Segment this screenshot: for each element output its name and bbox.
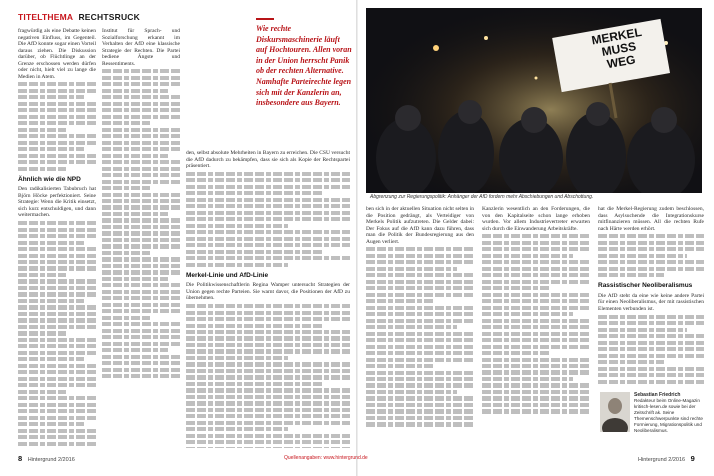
column-6-heading: Rassistischer Neoliberalismus xyxy=(598,282,693,290)
pull-quote xyxy=(256,24,352,142)
article-column-6 xyxy=(598,206,704,390)
column-5-body: Kanzlerin wesentlich an den Forderungen, die von den Kapitalseite schon lange erhoben wurden. Vor allem Industrievertreter erwarten sich durch die Einwanderung Arbeitskräfte. xyxy=(482,206,590,232)
column-2-body: Institut für Sprach- und Sozialforschung erkannt im Verhalten der AfD eine klassische Strategie der Rechten. Die Partei bediene Ängste und Ressentiments. xyxy=(102,28,180,67)
column-3-body: Die Politikwissenschaftlerin Regina Wamper untersucht Strategien der Union gegen rechte Parteien. Sie warnt davor, die Positionen der AfD zu übernehmen. xyxy=(186,282,350,302)
header-category: TITELTHEMA xyxy=(18,12,73,22)
footer-right-text: Hintergrund 2/2016 xyxy=(638,457,686,463)
section-header xyxy=(18,12,140,22)
author-bio: Redakteur beim Online-Magazin kritisch-lesen.de sowie bei der Zeitschrift ak. Seine Themenschwerpunkte sind rechte Formierung, Migrationspolitik und Neoliberalismus. xyxy=(634,398,703,433)
header-section: RECHTSRUCK xyxy=(78,12,140,22)
author-photo xyxy=(600,392,630,432)
page-number-right: 9 xyxy=(690,454,695,463)
author-box xyxy=(634,392,704,434)
article-column-5 xyxy=(482,206,590,448)
protest-sign-text: MERKEL MUSS WEG xyxy=(590,24,643,72)
column-1-body: Den radikalisierten Tabubruch hat Björn Höcke perfektioniert. Seine Strategie: Wenn die Kritik einsetzt, sich kurz entschuldigen, und dann weitermachen. xyxy=(18,186,96,219)
column-6-body-2: Die AfD steht da eine wie keine andere Partei für einen Neoliberalismus, der mit rassistischen Elementen verbunden ist. xyxy=(598,292,704,312)
article-column-4 xyxy=(366,206,474,448)
article-column-2 xyxy=(102,28,180,448)
column-1-intro: fragwürdig als eine Debatte keinen negativen Einfluss, im Gegenteil. Die AfD konnte sogar einen Vorteil daraus ziehen. Die Diskussion darüber, ob Flüchtlinge an der Grenze erschossen werden dürfen oder nicht, hielt viel zu lange die Medien in Atem. xyxy=(18,28,96,80)
page-gutter xyxy=(356,0,358,476)
footer-left xyxy=(18,454,75,463)
footer-sources: Quellenangaben: www.hintergrund.de xyxy=(284,455,368,461)
column-1-heading: Ähnlich wie die NPD xyxy=(18,175,81,183)
author-portrait-icon xyxy=(600,392,630,432)
pull-quote-text: Wie rechte Diskursmaschinerie läuft auf Hochtouren. Allen voran in der Union herrscht Panik ob der rechten Alternative. Namhafte Parteirechte legen sich mit der Kanzlerin an, insbesondere aus Bayern. xyxy=(256,24,352,108)
footer-right xyxy=(638,454,695,463)
article-column-1 xyxy=(18,28,96,448)
column-3-text: den, selbst absolute Mehrheiten in Bayern zu erreichen. Die CSU versucht die AfD dadurch zu bekämpfen, dass sie sich als Kopie der Rechtspartei präsentiert. xyxy=(186,150,350,169)
protest-photo xyxy=(366,8,702,193)
column-4-body: ben sich in der aktuellen Situation nicht selten in die Position gedrängt, als Verteidiger von Merkels Politik aufzutreten. Die Gelder dabei: Der Fokus auf die AfD kann dazu führen, dass man die Politik der Bundesregierung aus den Augen verliert. xyxy=(366,206,474,245)
article-column-3 xyxy=(186,150,350,448)
footer-left-text: Hintergrund 2/2016 xyxy=(27,457,75,463)
quote-accent-bar xyxy=(256,18,274,20)
photo-caption: Abgrenzung zur Regierungspolitik: Anhänger der AfD fordern mehr Abschiebungen und Abschottung. xyxy=(370,194,594,200)
column-6-body: hat die Merkel-Regierung zudem beschlossen, dass Asylsuchende die Integrationskurse mitfinanzieren müssen. All die rechten Rufe nach Härte werden erhört. xyxy=(598,206,704,232)
page-number-left: 8 xyxy=(18,454,23,463)
column-3-heading: Merkel-Linie und AfD-Linie xyxy=(186,271,269,279)
author-name: Sebastian Friedrich xyxy=(634,392,681,398)
